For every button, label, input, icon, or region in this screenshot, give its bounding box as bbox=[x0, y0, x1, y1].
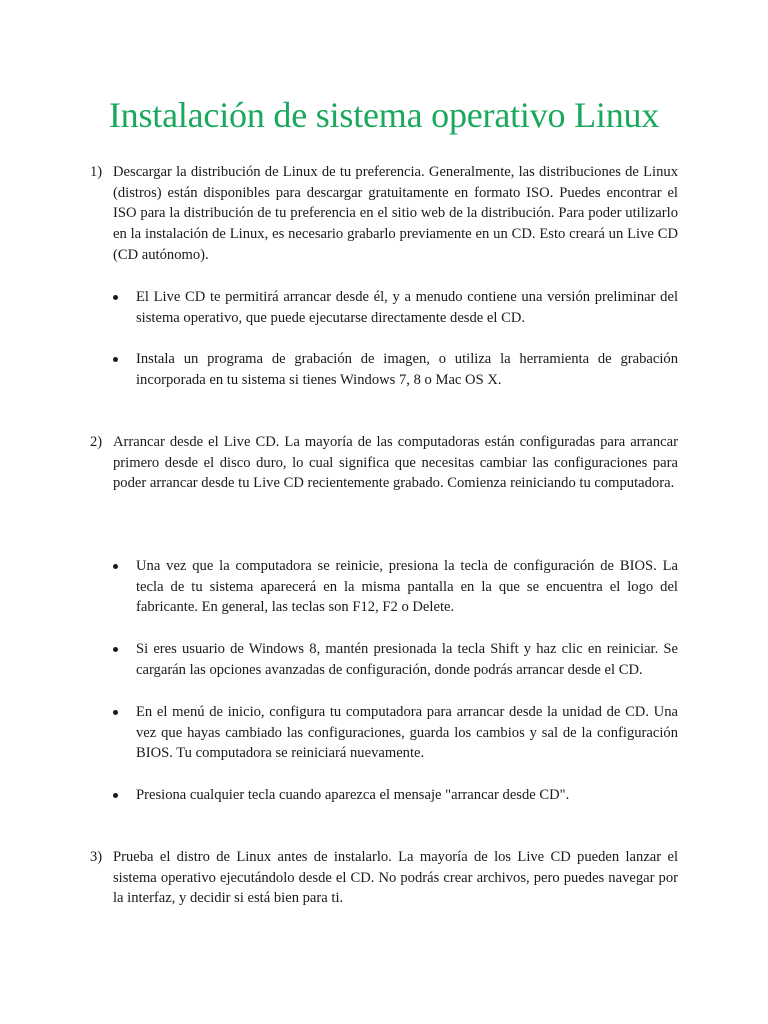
bullet-icon bbox=[113, 357, 118, 362]
bullet-item bbox=[113, 702, 678, 764]
bullet-item bbox=[113, 639, 678, 680]
bullet-text: En el menú de inicio, configura tu computadora para arrancar desde la unidad de CD. Una vez que hayas cambiado las configuraciones, guarda los cambios y sal de la configuración BIOS. Tu computadora se reiniciará nuevamente. bbox=[136, 704, 678, 762]
bullet-text: Si eres usuario de Windows 8, mantén presionada la tecla Shift y haz clic en reiniciar. Se cargarán las opciones avanzadas de configuración, donde podrás arrancar desde el CD. bbox=[136, 641, 678, 678]
numbered-item-3 bbox=[90, 847, 678, 909]
bullet-icon bbox=[113, 647, 118, 652]
item-text: Arrancar desde el Live CD. La mayoría de las computadoras están configuradas para arrancar primero desde el disco duro, lo cual significa que necesitas cambiar las configuraciones para poder arrancar desde tu Live CD recientemente grabado. Comienza reiniciando tu computadora. bbox=[113, 434, 678, 492]
numbered-item-2 bbox=[90, 432, 678, 494]
item-number: 2) bbox=[90, 434, 103, 450]
bullet-text: Instala un programa de grabación de imagen, o utiliza la herramienta de grabación incorporada en tu sistema si tienes Windows 7, 8 o Mac OS X. bbox=[136, 351, 678, 388]
document-title: Instalación de sistema operativo Linux bbox=[108, 95, 660, 135]
bullet-text: El Live CD te permitirá arrancar desde él, y a menudo contiene una versión preliminar del sistema operativo, que puede ejecutarse directamente desde el CD. bbox=[136, 289, 678, 326]
bullet-text: Una vez que la computadora se reinicie, presiona la tecla de configuración de BIOS. La tecla de tu sistema aparecerá en la misma pantalla en la que se encuentra el logo del fabricante. En general, las teclas son F12, F2 o Delete. bbox=[136, 558, 678, 616]
item-number: 1) bbox=[90, 164, 103, 180]
bullet-icon bbox=[113, 564, 118, 569]
bullet-icon bbox=[113, 710, 118, 715]
bullet-icon bbox=[113, 793, 118, 798]
item-number: 3) bbox=[90, 849, 103, 865]
numbered-item-1 bbox=[90, 162, 678, 266]
bullet-text: Presiona cualquier tecla cuando aparezca el mensaje "arrancar desde CD". bbox=[136, 787, 570, 803]
item-text: Descargar la distribución de Linux de tu preferencia. Generalmente, las distribuciones de Linux (distros) están disponibles para descargar gratuitamente en formato ISO. Puedes encontrar el ISO para la distribución de tu preferencia en el sitio web de la distribución. Para poder utilizarlo en la instalación de Linux, es necesario grabarlo previamente en un CD. Esto creará un Live CD (CD autónomo). bbox=[113, 164, 678, 263]
bullet-item bbox=[113, 785, 678, 806]
bullet-item bbox=[113, 349, 678, 390]
bullet-item bbox=[113, 556, 678, 618]
item-text: Prueba el distro de Linux antes de instalarlo. La mayoría de los Live CD pueden lanzar el sistema operativo ejecutándolo desde el CD. No podrás crear archivos, pero puedes navegar por la interfaz, y decidir si está bien para ti. bbox=[113, 849, 678, 907]
bullet-item bbox=[113, 287, 678, 328]
bullet-icon bbox=[113, 295, 118, 300]
